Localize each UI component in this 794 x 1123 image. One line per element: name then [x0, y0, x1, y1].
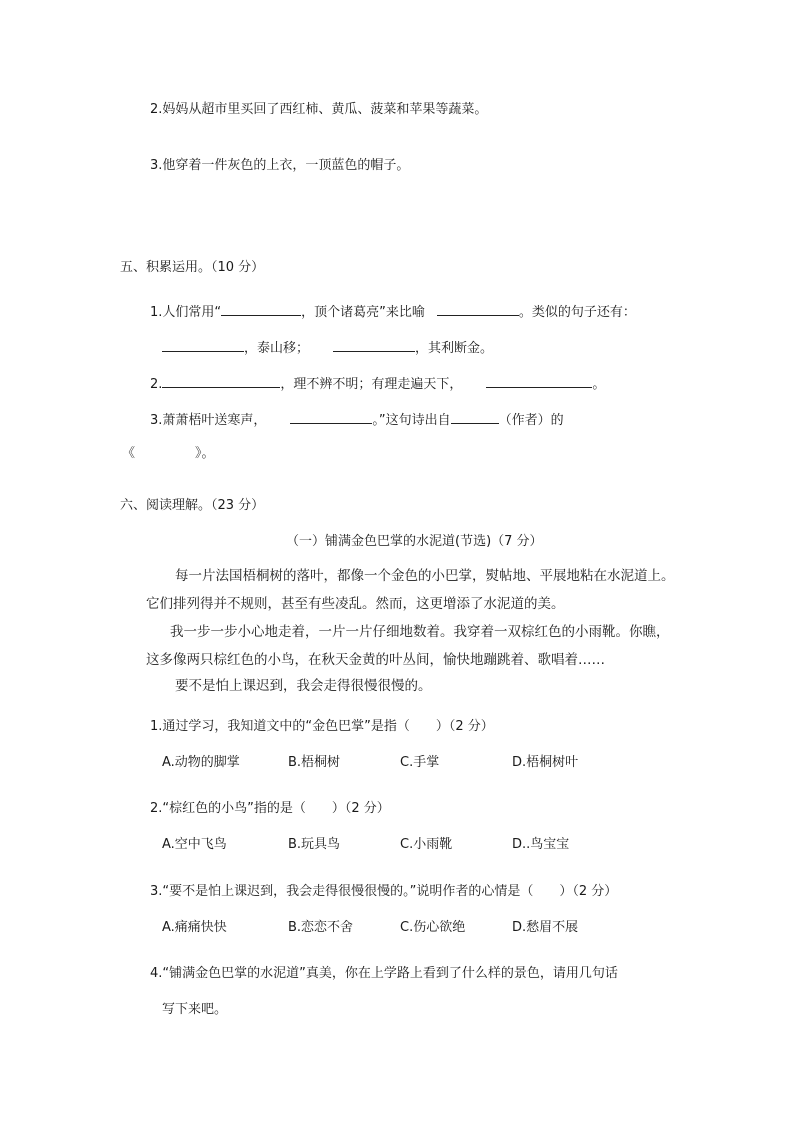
q1-option-d[interactable]: D.梧桐树叶	[512, 755, 579, 770]
q3-prefix: 3.萧萧梧叶送寒声，	[150, 413, 267, 428]
passage-paragraph-1: 每一片法国梧桐树的落叶，都像一个金色的小巴掌，熨帖地、平展地粘在水泥道上。	[175, 568, 675, 584]
passage-paragraph-4: 这多像两只棕红色的小鸟，在秋天金黄的叶丛间，愉快地蹦跳着、歌唱着……	[146, 652, 605, 668]
prev-question-3: 3.他穿着一件灰色的上衣，一顶蓝色的帽子。	[150, 158, 410, 173]
reading-question-1: 1.通过学习，我知道文中的“金色巴掌”是指（ ）（2 分）	[150, 719, 494, 734]
q3-mid: 。”这句诗出自	[372, 413, 451, 428]
q1-line2-mid: ，泰山移；	[244, 341, 310, 356]
q1-blank-4[interactable]	[333, 337, 415, 352]
section5-heading: 五、积累运用。（10 分）	[120, 260, 265, 275]
reading-question-4-line1: 4.“铺满金色巴掌的水泥道”真美，你在上学路上看到了什么样的景色，请用几句话	[150, 966, 618, 981]
passage-paragraph-2: 它们排列得并不规则，甚至有些凌乱。然而，这更增添了水泥道的美。	[146, 596, 565, 612]
q1-option-a[interactable]: A.动物的脚掌	[162, 755, 240, 770]
q2-option-a[interactable]: A.空中飞鸟	[162, 837, 227, 852]
q3-book-close: 》。	[195, 446, 215, 461]
passage-paragraph-5: 要不是怕上课迟到，我会走得很慢很慢的。	[175, 678, 432, 694]
q2-option-c[interactable]: C.小雨靴	[400, 837, 453, 852]
q2-option-d[interactable]: D..鸟宝宝	[512, 837, 570, 852]
q2-prefix: 2.	[150, 377, 163, 392]
q1-blank-3[interactable]	[162, 337, 244, 352]
q3-blank-1[interactable]	[290, 409, 372, 424]
q3-option-a[interactable]: A.痛痛快快	[162, 920, 227, 935]
q3-blank-author[interactable]	[451, 409, 499, 424]
section5-q3-line1	[150, 409, 564, 430]
q3-option-b[interactable]: B.恋恋不舍	[288, 920, 354, 935]
q1-line2-suffix: ，其利断金。	[415, 341, 494, 356]
section5-q1-line2	[162, 337, 493, 358]
q2-suffix: 。	[592, 377, 606, 392]
q1-mid: ，顶个诸葛亮”来比喻	[301, 305, 425, 320]
q2-blank-1[interactable]	[162, 373, 280, 388]
q1-suffix: 。类似的句子还有：	[518, 305, 636, 320]
q2-blank-2[interactable]	[486, 373, 592, 388]
reading-question-2: 2.“棕红色的小鸟”指的是（ ）（2 分）	[150, 801, 390, 816]
passage-title: （一）铺满金色巴掌的水泥道(节选)（7 分）	[286, 534, 543, 549]
section5-q2	[150, 373, 605, 394]
q1-option-b[interactable]: B.梧桐树	[288, 755, 341, 770]
q1-option-c[interactable]: C.手掌	[400, 755, 440, 770]
q2-mid: ，理不辨不明；有理走遍天下，	[280, 377, 463, 392]
q3-option-c[interactable]: C.伤心欲绝	[400, 920, 466, 935]
section5-q3-line2	[122, 445, 215, 463]
q3-author: （作者）的	[498, 413, 564, 428]
section5-q1-line1	[150, 301, 636, 322]
passage-paragraph-3: 我一步一步小心地走着，一片一片仔细地数着。我穿着一双棕红色的小雨靴。你瞧，	[170, 624, 670, 640]
q1-blank-2[interactable]	[437, 301, 519, 316]
q1-prefix: 1.人们常用“	[150, 305, 222, 320]
reading-question-4-line2: 写下来吧。	[162, 1002, 228, 1017]
q2-option-b[interactable]: B.玩具鸟	[288, 837, 341, 852]
q3-option-d[interactable]: D.愁眉不展	[512, 920, 579, 935]
section6-heading: 六、阅读理解。（23 分）	[120, 498, 265, 513]
reading-question-3: 3.“要不是怕上课迟到，我会走得很慢很慢的。”说明作者的心情是（ ）（2 分）	[150, 884, 618, 899]
q1-blank-1[interactable]	[221, 301, 301, 316]
q3-book-open: 《	[122, 446, 136, 461]
prev-question-2: 2.妈妈从超市里买回了西红柿、黄瓜、菠菜和苹果等蔬菜。	[150, 102, 488, 117]
